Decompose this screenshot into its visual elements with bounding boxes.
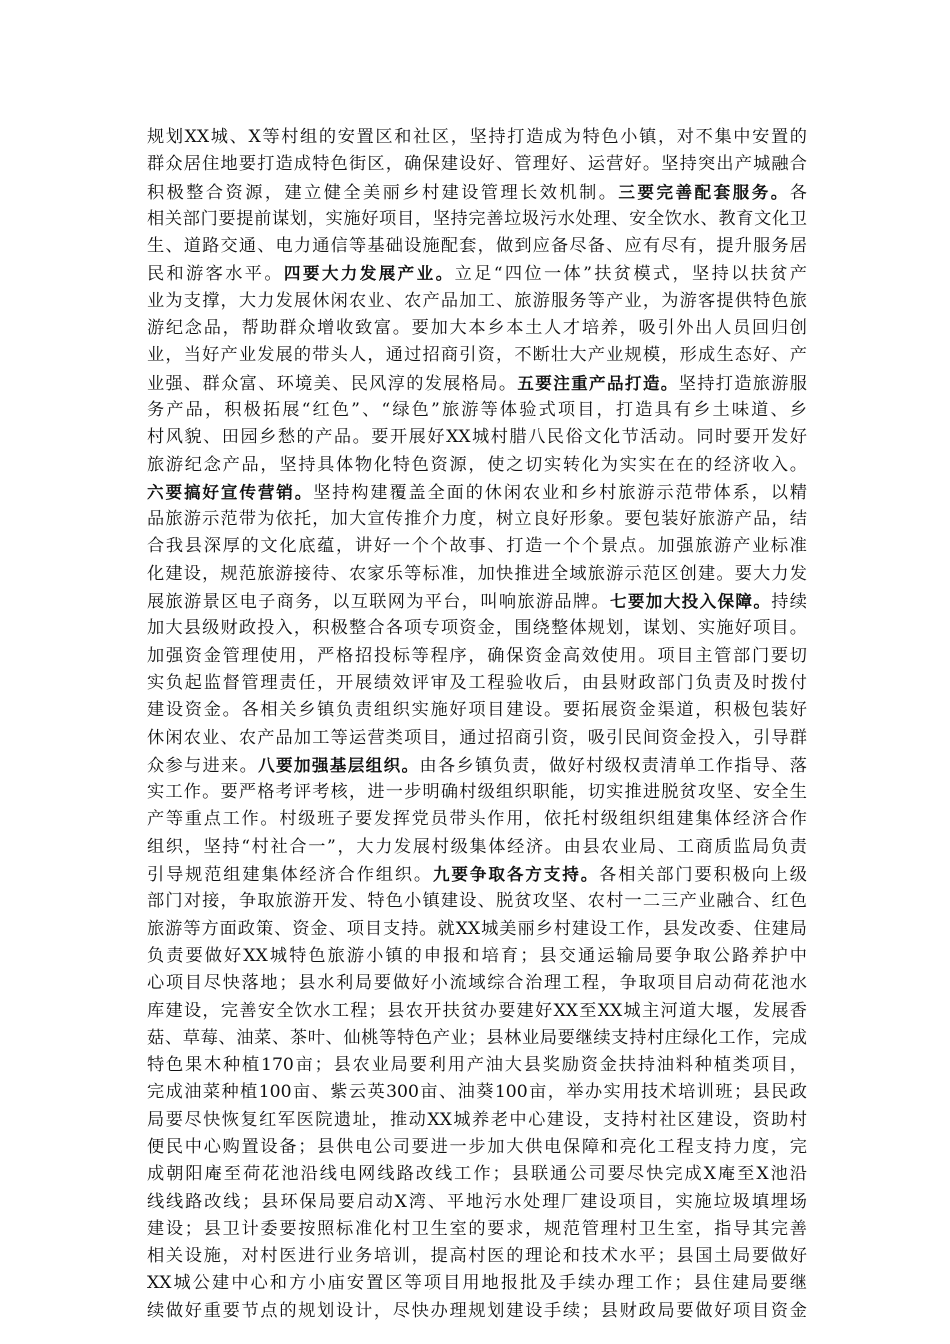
text-run: 村风貌、田园乡愁的产品。要开展好XX城村腊八民俗文化节活动。同时要开发好 (147, 427, 807, 448)
text-run: 持续 (771, 592, 807, 613)
text-line (147, 834, 807, 861)
text-run: 线线路改线；县环保局要启动X湾、平地污水处理厂建设项目，实施垃圾填埋场 (147, 1191, 807, 1212)
text-run: 加强资金管理使用，严格招投标等程序，确保资金高效使用。项目主管部门要切 (147, 645, 807, 666)
text-line (147, 397, 807, 424)
text-run: 旅游等方面政策、资金、项目支持。就XX城美丽乡村建设工作，县发改委、住建局 (147, 918, 807, 939)
text-line (147, 233, 807, 260)
text-run: 实负起监督管理责任，开展绩效评审及工程验收后，由县财政部门负责及时拨付 (147, 672, 807, 693)
text-run: XX城公建中心和方小庙安置区等项目用地报批及手续办理工作；县住建局要继 (147, 1273, 807, 1294)
text-line (147, 806, 807, 833)
text-run: 特色果木种植170亩；县农业局要利用产油大县奖励资金扶持油料种植类项目， (147, 1055, 807, 1076)
text-line (147, 725, 807, 752)
text-line (147, 479, 807, 506)
bold-heading-phrase: 三要完善配套服务。 (618, 182, 790, 202)
text-line (147, 506, 807, 533)
text-run: 坚持构建覆盖全面的休闲农业和乡村旅游示范带体系，以精 (313, 482, 807, 503)
text-run: 库建设，完善安全饮水工程；县农开扶贫办要建好XX至XX城主河道大堰，发展香 (147, 1000, 807, 1021)
text-line (147, 998, 807, 1025)
text-line (147, 861, 807, 888)
text-run: 由各乡镇负责，做好村级权责清单工作指导、落 (419, 755, 807, 776)
text-run: 民和游客水平。 (147, 264, 284, 285)
text-line (147, 260, 807, 287)
text-line (147, 916, 807, 943)
text-line (147, 615, 807, 642)
text-run: 相关设施，对村医进行业务培训，提高村医的理论和技术水平；县国土局要做好 (147, 1246, 807, 1267)
text-run: 成朝阳庵至荷花池沿线电网线路改线工作；县联通公司要尽快完成X庵至X池沿 (147, 1164, 807, 1185)
text-line (147, 1052, 807, 1079)
text-run: 相关部门要提前谋划，实施好项目，坚持完善垃圾污水处理、安全饮水、教育文化卫 (147, 208, 807, 229)
document-page (147, 124, 807, 1325)
text-run: 规划XX城、X等村组的安置区和社区，坚持打造成为特色小镇，对不集中安置的 (147, 127, 807, 147)
text-run: 业强、群众富、环境美、民风淳的发展格局。 (147, 373, 518, 394)
text-line (147, 970, 807, 997)
text-run: 游纪念品，帮助群众增收致富。要加大本乡本土人才培养，吸引外出人员回归创 (147, 318, 807, 339)
text-line (147, 588, 807, 615)
text-run: 引导规范组建集体经济合作组织。 (147, 865, 433, 886)
text-line (147, 1189, 807, 1216)
text-line (147, 888, 807, 915)
text-line (147, 288, 807, 315)
text-run: 众参与进来。 (147, 755, 259, 776)
text-run: 生、道路交通、电力通信等基础设施配套，做到应备尽备、应有尽有，提升服务居 (147, 236, 807, 257)
text-run: 建设资金。各相关乡镇负责组织实施好项目建设。要拓展资金渠道，积极包装好 (147, 700, 807, 721)
text-run: 展旅游景区电子商务，以互联网为平台，叫响旅游品牌。 (147, 592, 610, 613)
text-line (147, 1079, 807, 1106)
text-line (147, 1298, 807, 1325)
text-line (147, 342, 807, 369)
text-run: 积极整合资源，建立健全美丽乡村建设管理长效机制。 (147, 182, 619, 203)
text-run: 品旅游示范带为依托，加大宣传推介力度，树立良好形象。要包装好旅游产品，结 (147, 509, 807, 530)
text-run: 菇、草莓、油菜、茶叶、仙桃等特色产业；县林业局要继续支持村庄绿化工作，完成 (147, 1027, 807, 1048)
text-run: 各相关部门要积极向上级 (599, 865, 807, 886)
text-line (147, 124, 807, 151)
text-line (147, 697, 807, 724)
text-line (147, 370, 807, 397)
text-line (147, 1134, 807, 1161)
bold-heading-phrase: 九要争取各方支持。 (432, 865, 600, 885)
text-line (147, 943, 807, 970)
bold-heading-phrase: 六要搞好宣传营销。 (147, 482, 314, 502)
text-run: 休闲农业、农产品加工等运营类项目，通过招商引资，吸引民间资金投入，引导群 (147, 727, 807, 748)
text-line (147, 1270, 807, 1297)
text-line (147, 1161, 807, 1188)
text-run: 加大县级财政投入，积极整合各项专项资金，围绕整体规划，谋划、实施好项目。 (147, 618, 807, 639)
text-run: 坚持打造旅游服 (678, 373, 807, 394)
bold-heading-phrase: 七要加大投入保障。 (609, 592, 772, 612)
text-run: 组织，坚持“村社合一”，大力发展村级集体经济。由县农业局、工商质监局负责 (147, 836, 807, 857)
bold-heading-phrase: 五要注重产品打造。 (517, 373, 679, 393)
text-line (147, 315, 807, 342)
text-line (147, 1025, 807, 1052)
text-run: 续做好重要节点的规划设计，尽快办理规划建设手续；县财政局要做好项目资金 (147, 1300, 807, 1321)
text-run: 心项目尽快落地；县水利局要做好小流域综合治理工程，争取项目启动荷花池水 (147, 973, 807, 994)
text-run: 业为支撑，大力发展休闲农业、农产品加工、旅游服务等产业，为游客提供特色旅 (147, 290, 807, 311)
text-run: 化建设，规范旅游接待、农家乐等标准，加快推进全域旅游示范区创建。要大力发 (147, 563, 807, 584)
text-run: 务产品，积极拓展“红色”、“绿色”旅游等体验式项目，打造具有乡土味道、乡 (147, 399, 807, 420)
text-line (147, 1243, 807, 1270)
text-line (147, 206, 807, 233)
text-line (147, 179, 807, 206)
text-line (147, 779, 807, 806)
text-run: 部门对接，争取旅游开发、特色小镇建设、脱贫攻坚、农村一二三产业融合、红色 (147, 891, 807, 912)
text-run: 旅游纪念产品，坚持具体物化特色资源，使之切实转化为实实在在的经济收入。 (147, 454, 807, 475)
text-run: 合我县深厚的文化底蕴，讲好一个个故事、打造一个个景点。加强旅游产业标准 (147, 536, 807, 557)
text-line (147, 1216, 807, 1243)
text-run: 立足“四位一体”扶贫模式，坚持以扶贫产 (454, 264, 807, 285)
text-line (147, 151, 807, 178)
text-line (147, 752, 807, 779)
text-line (147, 561, 807, 588)
bold-heading-phrase: 八要加强基层组织。 (258, 755, 420, 775)
text-run: 完成油菜种植100亩、紫云英300亩、油葵100亩，举办实用技术培训班；县民政 (147, 1082, 807, 1103)
text-line (147, 1107, 807, 1134)
text-line (147, 643, 807, 670)
bold-heading-phrase: 四要大力发展产业。 (283, 264, 455, 284)
text-line (147, 452, 807, 479)
text-run: 群众居住地要打造成特色街区，确保建设好、管理好、运营好。坚持突出产城融合 (147, 154, 807, 175)
text-run: 产等重点工作。村级班子要发挥党员带头作用，依托村级组织组建集体经济合作 (147, 809, 807, 830)
text-line (147, 533, 807, 560)
text-run: 业，当好产业发展的带头人，通过招商引资，不断壮大产业规模，形成生态好、产 (147, 345, 807, 366)
text-run: 负责要做好XX城特色旅游小镇的申报和培育；县交通运输局要争取公路养护中 (147, 945, 807, 966)
text-run: 局要尽快恢复红军医院遗址，推动XX城养老中心建设，支持村社区建设，资助村 (147, 1109, 807, 1130)
text-run: 各 (789, 182, 807, 203)
text-run: 实工作。要严格考评考核，进一步明确村级组织职能，切实推进脱贫攻坚、安全生 (147, 782, 807, 803)
text-run: 便民中心购置设备；县供电公司要进一步加大供电保障和亮化工程支持力度，完 (147, 1136, 807, 1157)
text-run: 建设；县卫计委要按照标准化村卫生室的要求，规范管理村卫生室，指导其完善 (147, 1218, 807, 1239)
text-line (147, 424, 807, 451)
text-line (147, 670, 807, 697)
